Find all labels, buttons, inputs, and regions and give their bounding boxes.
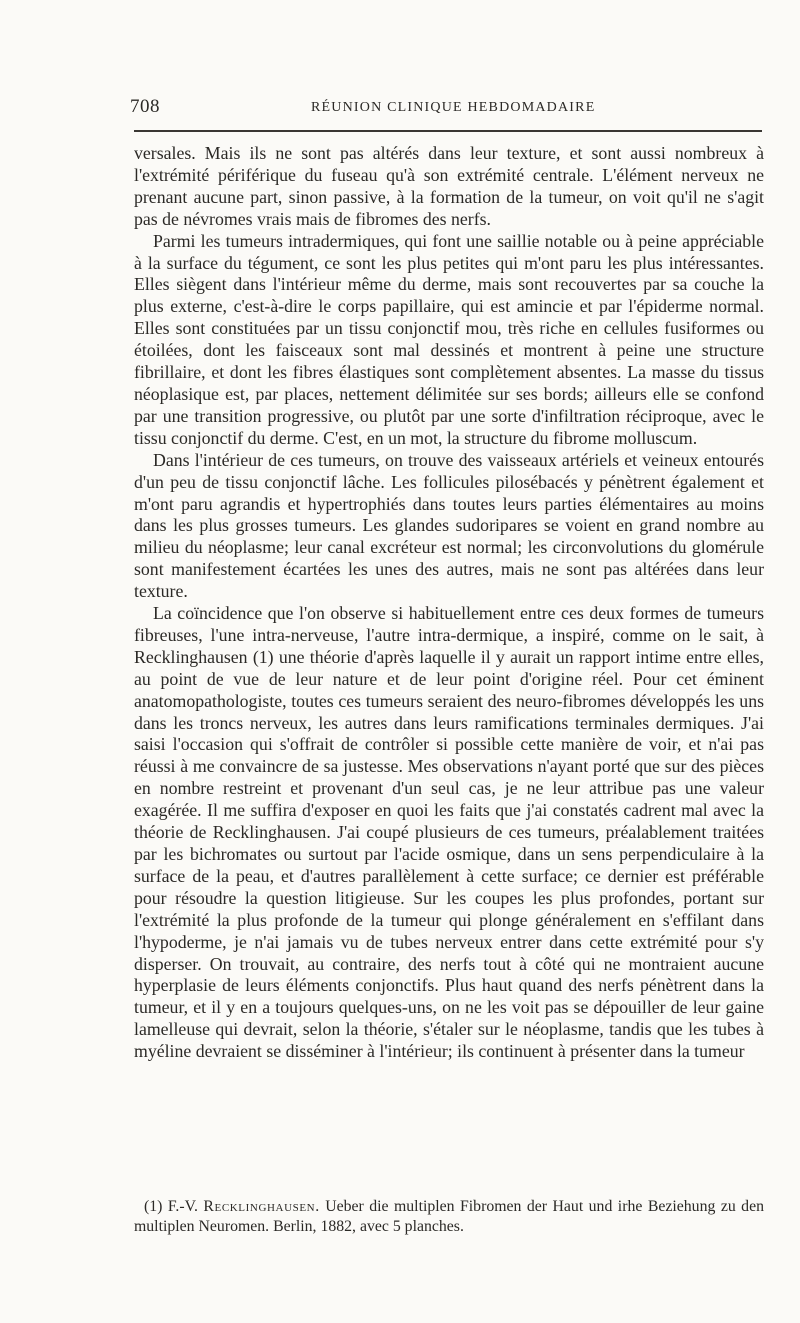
running-head [130, 96, 764, 120]
footnote-author: Recklinghausen. [203, 1198, 320, 1215]
footnote-citation: Ueber die multiplen Fibromen der Haut und irhe Beziehung zu den multiplen Neuromen. Berlin, 1882, avec 5 planches. [134, 1198, 764, 1235]
paragraph-1: versales. Mais ils ne sont pas altérés dans leur texture, et sont aussi nombreux à l'extrémité périférique du fuseau qu'à son extrémité centrale. L'élément nerveux ne prenant aucune part, sinon passive, à la formation de la tumeur, on voit qu'il ne s'agit pas de névromes vrais mais de fibromes des nerfs. [134, 143, 764, 229]
body-text [134, 143, 764, 1063]
header-rule [134, 130, 762, 132]
paragraph-4: La coïncidence que l'on observe si habituellement entre ces deux formes de tumeurs fibreuses, l'une intra-nerveuse, l'autre intra-dermique, a inspiré, comme on le sait, à Recklinghausen (1) une théorie d'après laquelle il y aurait un rapport intime entre elles, au point de vue de leur nature et de leur point d'origine réel. Pour cet éminent anatomopathologiste, toutes ces tumeurs seraient des neuro-fibromes développés les uns dans les troncs nerveux, les autres dans leurs ramifications terminales dermiques. J'ai saisi l'occasion qui s'offrait de contrôler si possible cette manière de voir, et n'ai pas réussi à me convaincre de sa justesse. Mes observations n'ayant porté que sur des pièces en nombre restreint et provenant d'un seul cas, je ne leur attribue pas une valeur exagérée. Il me suffira d'exposer en quoi les faits que j'ai constatés cadrent mal avec la théorie de Recklinghausen. J'ai coupé plusieurs de ces tumeurs, préalablement traitées par les bichromates ou surtout par l'acide osmique, dans un sens perpendiculaire à la surface de la peau, et d'autres parallèlement à cette surface; ce dernier est préférable pour résoudre la question litigieuse. Sur les coupes les plus profondes, portant sur l'extrémité la plus profonde de la tumeur qui plonge généralement en s'effilant dans l'hypoderme, je n'ai jamais vu de tubes nerveux entrer dans cette extrémité pour s'y disperser. On trouvait, au contraire, des nerfs tout à côté qui ne montraient aucune hyperplasie de leurs éléments conjonctifs. Plus haut quand des nerfs pénètrent dans la tumeur, et il y en a toujours quelques-uns, on ne les voit pas se dépouiller de leur gaine lamelleuse qui devrait, selon la théorie, s'étaler sur le néoplasme, tandis que les tubes à myéline devraient se disséminer à l'intérieur; ils continuent à présenter dans la tumeur [134, 603, 764, 1062]
journal-title: RÉUNION CLINIQUE HEBDOMADAIRE [311, 100, 596, 115]
paragraph-3: Dans l'intérieur de ces tumeurs, on trouve des vaisseaux artériels et veineux entourés d'un peu de tissu conjonctif lâche. Les follicules pilosébacés y pénètrent également et m'ont paru agrandis et hypertrophiés dans toutes leurs parties élémentaires au moins dans les plus grosses tumeurs. Les glandes sudoripares se voient en grand nombre au milieu du néoplasme; leur canal excréteur est normal; les circonvolutions du glomérule sont manifestement écartées les unes des autres, mais ne sont pas altérées dans leur texture. [134, 449, 764, 602]
footnote-text [134, 1197, 764, 1236]
footnote [134, 1197, 764, 1236]
page-number: 708 [130, 96, 160, 117]
footnote-marker: (1) F.-V. [144, 1198, 198, 1215]
paragraph-2: Parmi les tumeurs intradermiques, qui font une saillie notable ou à peine appréciable à la surface du tégument, ce sont les plus petites qui m'ont paru les plus intéressantes. Elles siègent dans l'intérieur même du derme, mais sont recouvertes par sa couche la plus externe, c'est-à-dire le corps papillaire, qui est amincie et par l'épiderme normal. Elles sont constituées par un tissu conjonctif mou, très riche en cellules fusiformes ou étoilées, dont les faisceaux sont mal dessinés et montrent à peine une structure fibrillaire, et dont les fibres élastiques sont complètement absentes. La masse du tissus néoplasique est, par places, nettement délimitée sur ses bords; ailleurs elle se confond par une transition progressive, ou plutôt par une sorte d'infiltration réciproque, avec le tissu conjonctif du derme. C'est, en un mot, la structure du fibrome molluscum. [134, 230, 764, 448]
